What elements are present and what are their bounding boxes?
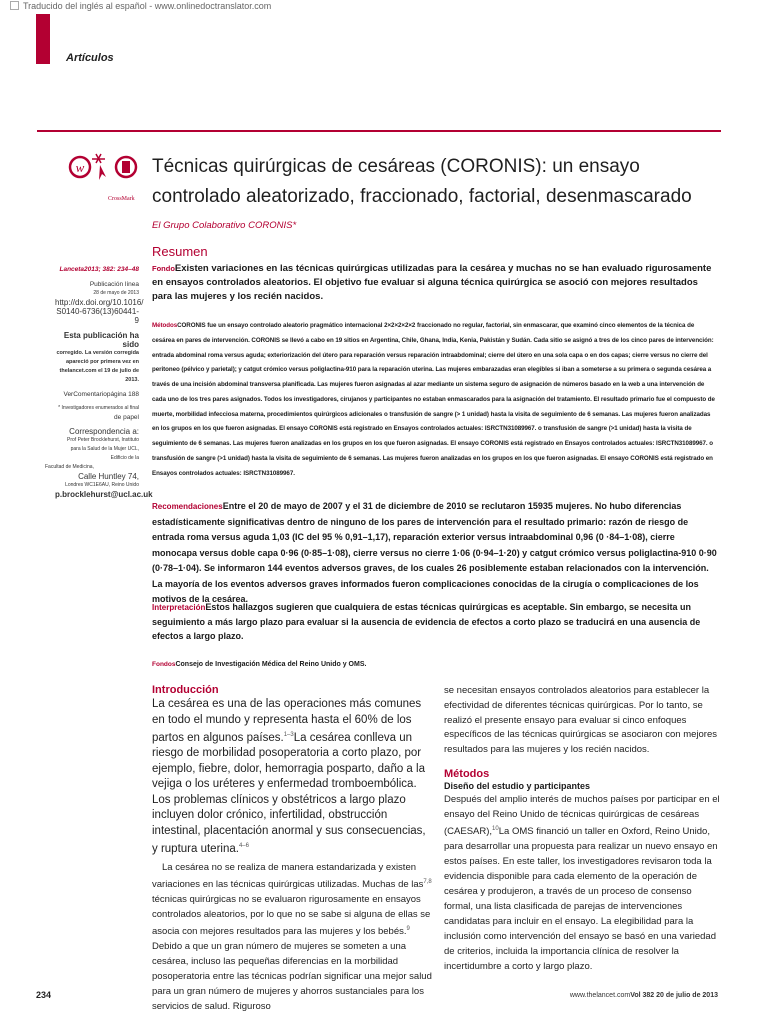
article-title: Técnicas quirúrgicas de cesáreas (CORONIS): un ensayo controlado aleatorizado, fraccionado, factorial, desenmascarado: [152, 156, 692, 207]
page-number: 234: [36, 990, 52, 1000]
doi-line-1[interactable]: http://dx.doi.org/10.1016/: [55, 298, 144, 307]
interpretacion-label: Interpretación: [152, 603, 206, 612]
intro-section: [152, 684, 432, 1014]
corr-line-5: Londres WC1E6AU, Reino Unido: [65, 482, 139, 488]
intro-paragraph-1: [152, 697, 432, 858]
correction-line-2: corregido. La versión corregida: [56, 350, 139, 356]
section-label: Artículos: [66, 52, 114, 64]
doi-line-2[interactable]: S0140-6736(13)60441-9: [56, 307, 139, 325]
investigators-line-1: * Investigadores enumerados al final: [58, 405, 139, 411]
fondos-text: Consejo de Investigación Médica del Reino Unido y OMS.: [175, 661, 367, 668]
recomendaciones-label: Recomendaciones: [152, 502, 223, 511]
abstract-fondos: [152, 660, 718, 670]
correspondence-label: Correspondencia a:: [69, 427, 139, 436]
intro-ref-4[interactable]: 9: [406, 925, 410, 932]
recomendaciones-text: Entre el 20 de mayo de 2007 y el 31 de diciembre de 2010 se reclutaron 15935 mujeres. No hubo diferencias estadísticamente significativas dentro de ninguno de los pares de intervención para el resultado primario: razón de riesgo de entrada roma versus aguda 1,03 (IC del 95 % 0,91–1,17), reparación exterior versus intraabdominal 0,96 (0 ·84–1·08), cierre monocapa versus doble capa 0·96 (0·85–1·08), cierre versus no cierre 1·06 (0·94–1·20) y catgut crómico versus poliglactina-910 0·90 (0·78–1·04). Se informaron 144 eventos adversos graves, de los cuales 26 posiblemente estaban relacionados con la intervención. La mayoría de los eventos adversos graves informados fueron complicaciones conocidas de la cirugía o complicaciones de los motivos de la cesárea.: [152, 501, 717, 604]
investigators-line-2: de papel: [114, 414, 139, 421]
metodos-heading: Métodos: [444, 767, 490, 780]
header-rule: [37, 130, 721, 132]
design-ref[interactable]: 10: [492, 825, 499, 832]
design-text-b: La OMS financió un taller en Oxford, Reino Unido, para desarrollar una propuesta para realizar un nuevo ensayo en estos países. En este taller, los investigadores revisaron toda la evidencia disponible para cada elemento de la operación de cesárea y produjeron, a través de un proceso de consenso formal, una lista clasificada de parejas de intervenciones candidatas para incluir en el ensayo. La elegibilidad para la inclusión como intervención del ensayo se basó en una variedad de criterios, incluida la importancia clínica de resolver la incertidumbre a corto y largo plazo.: [444, 826, 718, 973]
intro-ref-2[interactable]: 4–6: [238, 843, 249, 850]
lancet-logo-icon: [70, 157, 90, 177]
fondos-label: Fondos: [152, 661, 176, 668]
corr-line-2: para la Salud de la Mujer UCL, Edificio de la: [70, 446, 139, 461]
correction-line-1: Esta publicación ha sido: [63, 331, 139, 349]
article-logos: [66, 150, 146, 198]
abstract-interpretacion: [152, 600, 718, 643]
abstract-heading: Resumen: [152, 244, 208, 259]
design-text-a: Después del amplio interés de muchos países por participar en el ensayo del Reino Unido de técnicas quirúrgicas de cesáreas (CAESAR),: [444, 793, 720, 838]
footer-site[interactable]: www.thelancet.com: [569, 992, 631, 999]
translator-bar: [0, 0, 768, 14]
red-tab: [36, 14, 50, 64]
abstract-recomendaciones: [152, 499, 718, 608]
correction-line-4: thelancet.com el 19 de julio de 2013.: [59, 368, 139, 383]
open-access-icon: [92, 154, 106, 180]
svg-text:w: w: [75, 160, 85, 175]
abstract-metodos: [152, 319, 718, 481]
sidebar: [45, 265, 153, 499]
intro-p1-text-b: La cesárea conlleva un riesgo de morbilidad posoperatoria a corto plazo, por ejemplo, fiebre, dolor, hemorragia posparto, daño a la vejiga o los uréteres y enfermedad tromboembólica. Los problemas clínicos y obstétricos a largo plazo incluyen dolor crónico, infertilidad, obstrucción intestinal, placentación anormal y sus consecuencias, y ruptura uterina.: [152, 731, 426, 856]
interpretacion-text: Estos hallazgos sugieren que cualquiera de estas técnicas quirúrgicas es aceptable. Sin embargo, se necesita un seguimiento a más largo plazo para evaluar si la ausencia de evidencia de efectos a corto plazo se traducirá en una ausencia de efectos a largo plazo.: [152, 602, 701, 641]
intro-p1-text-a: La cesárea es una de las operaciones más comunes en todo el mundo y representa hasta el 60% de los partos en algunos países.: [152, 698, 422, 744]
intro-p2-text-c: Debido a que un gran número de mujeres se someten a una cesárea, incluso las pequeñas diferencias en la morbilidad posoperatoria entre las técnicas podrían significar una mejor salud para un gran número de mujeres y ahorros sustanciales para los servicios de salud. Riguroso: [152, 940, 432, 1012]
corr-line-3: Facultad de Medicina,: [45, 464, 94, 470]
metodos-label: Métodos: [152, 322, 178, 329]
corr-email[interactable]: p.brocklehurst@ucl.ac.uk: [55, 490, 153, 499]
design-subheading: Diseño del estudio y participantes: [444, 780, 591, 791]
intro-ref-3[interactable]: 7,8: [423, 878, 432, 885]
intro-p2-text-a: La cesárea no se realiza de manera estandarizada y existen variaciones en las técnicas quirúrgicas utilizadas. Muchas de las: [152, 861, 424, 890]
published-date: 28 de mayo de 2013: [93, 290, 139, 296]
intro-heading: Introducción: [152, 684, 219, 696]
footer-issue: Vol 382 20 de julio de 2013: [630, 992, 718, 999]
corr-line-1: Prof Peter Brocklehurst, Instituto: [67, 437, 139, 443]
article-authors: El Grupo Colaborativo CORONIS*: [152, 220, 297, 231]
fondo-label: Fondo: [152, 264, 175, 273]
corr-line-4: Calle Huntley 74,: [78, 472, 139, 481]
crossmark-icon: [116, 157, 136, 177]
right-column: [444, 684, 720, 974]
published-label: Publicación línea: [89, 281, 139, 288]
footer-citation: [450, 992, 718, 999]
translator-text: Traducido del inglés al español - www.onlinedoctranslator.com: [23, 1, 272, 11]
intro-paragraph-3: se necesitan ensayos controlados aleatorios para establecer la efectividad de diferentes técnicas quirúrgicas. Por lo tanto, se realizó el presente ensayo para evaluar si cinco enfoques específicos de las técnicas quirúrgicas se asociaron con mejores resultados para las mujeres y los recién nacidos.: [444, 685, 717, 756]
citation: Lanceta2013; 382: 234–48: [59, 266, 139, 273]
intro-paragraph-2: [152, 860, 432, 1014]
abstract-fondo: [152, 262, 718, 304]
intro-ref-1[interactable]: 1–3: [283, 732, 294, 738]
see-comment-link[interactable]: VerComentariopágina 188: [63, 391, 139, 398]
crossmark-label: CrossMark: [108, 196, 135, 202]
design-paragraph: [444, 792, 720, 974]
intro-p2-text-b: técnicas quirúrgicas no se evaluaron rigurosamente en ensayos controlados aleatorios, por lo que no se sabe si alguna de ellas se asocia con mejores resultados para las mujeres y los bebés.: [152, 893, 431, 937]
fondo-text: Existen variaciones en las técnicas quirúrgicas utilizadas para la cesárea y muchas no se han evaluado rigurosamente en ensayos controlados aleatorios. El objetivo fue evaluar si alguna técnica quirúrgica se asoció con mejores resultados para las mujeres y los recién nacidos.: [152, 263, 712, 302]
metodos-text: CORONIS fue un ensayo controlado aleatorio pragmático internacional 2×2×2×2×2 fraccionado no regular, factorial, sin enmascarar, que examinó cinco elementos de la técnica de cesárea en pares de intervención. CORONIS se llevó a cabo en 19 sitios en Argentina, Chile, Ghana, India, Kenia, Pakistán y Sudán. Cada sitio se asignó a tres de los cinco pares de intervención: entrada abdominal roma versus aguda; exteriorización del útero para reparación versus reparación intraabdominal; cierre del útero en una sola capa o en dos capas; cierre versus no cierre del peritoneo (pélvico y parietal); y catgut crómico versus poliglactina-910 para la reparación uterina. Las mujeres embarazadas eran elegibles si iban a someterse a su primera o segunda cesárea a través de una incisión abdominal transversa planificada. Las mujeres fueron asignadas al azar mediante un sistema seguro de asignación de números basado en la web a una intervención de cada uno de los tres pares asignados. Todos los investigadores, cirujanos y participantes no estaban enmascarados para la asignación del tratamiento. El resultado primario fue el compuesto de muerte, morbilidad infecciosa materna, procedimientos quirúrgicos adicionales o transfusión de sangre (> 1 unidad) hasta la visita de seguimiento de 6 semanas. Las mujeres fueron analizadas en los grupos en los que fueron asignadas. El ensayo CORONIS está registrado en Ensayos controlados actuales: ISRCTN31089967. o transfusión de sangre (>1 unidad) hasta la visita de seguimiento de 6 semanas. Las mujeres fueron analizadas en los grupos en los que fueron asignadas. El ensayo CORONIS está registrado en Ensayos controlados actuales: ISRCTN31089967. o transfusión de sangre (>1 unidad) hasta la visita de seguimiento de 6 semanas. Las mujeres fueron analizadas en los grupos en los que fueron asignadas. El ensayo CORONIS está registrado en Ensayos controlados actuales: ISRCTN31089967.: [152, 322, 715, 477]
translator-icon: [10, 1, 19, 10]
correction-line-3: apareció por primera vez en: [65, 359, 139, 365]
